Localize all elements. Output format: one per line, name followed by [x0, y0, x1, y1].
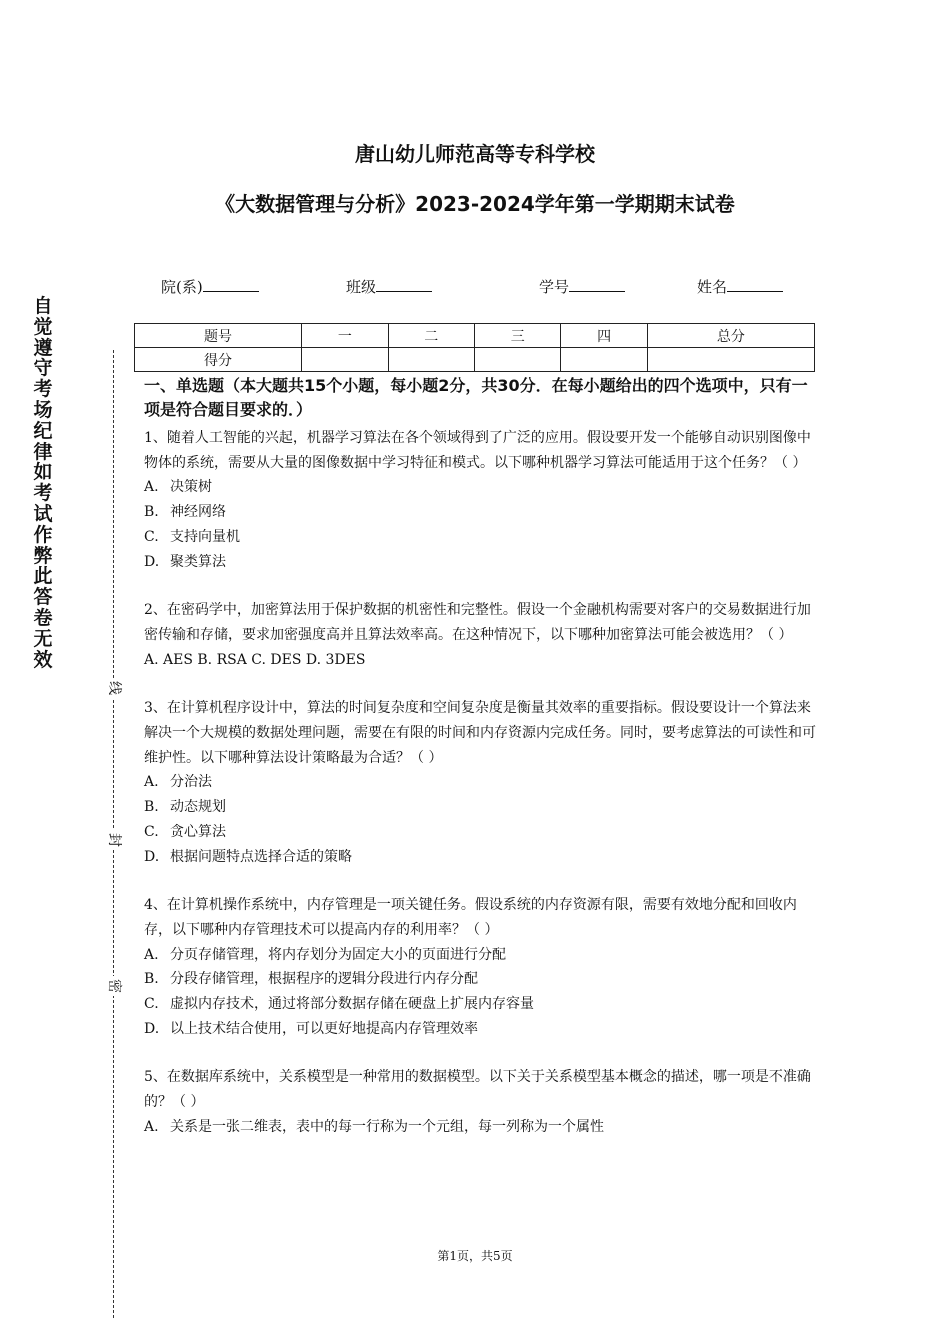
- score-table-row-header: 题号: [135, 324, 302, 348]
- class-label: 班级: [346, 278, 377, 296]
- score-table: [134, 323, 815, 372]
- name-blank: [727, 277, 783, 292]
- question-stem: 2、在密码学中，加密算法用于保护数据的机密性和完整性。假设一个金融机构需要对客户的交易数据进行加密传输和存储，要求加密强度高并且算法效率高。在这种情况下，以下哪种加密算法可能会被选用？（ ）: [144, 602, 811, 643]
- department-label: 院(系): [161, 278, 203, 296]
- student-id-blank: [569, 277, 625, 292]
- option-d: D. 聚类算法: [144, 553, 226, 570]
- student-id-field: [539, 276, 625, 297]
- question-stem: 1、随着人工智能的兴起，机器学习算法在各个领域得到了广泛的应用。假设要开发一个能够自动识别图像中物体的系统，需要从大量的图像数据中学习特征和模式。以下哪种机器学习算法可能适用于这个任务？（ ）: [144, 430, 811, 471]
- score-table-score-row: [135, 348, 815, 372]
- question-stem: 5、在数据库系统中，关系模型是一种常用的数据模型。以下关于关系模型基本概念的描述，哪一项是不准确的？（ ）: [144, 1069, 811, 1111]
- exam-discipline-note: 自觉遵守考场纪律如考试作弊此答卷无效: [33, 295, 53, 671]
- question-5: [144, 1065, 816, 1139]
- score-cell: [647, 348, 814, 372]
- option-a: A. 关系是一张二维表，表中的每一行称为一个元组，每一列称为一个属性: [144, 1118, 604, 1135]
- question-2: [144, 598, 816, 672]
- question-3: [144, 696, 816, 869]
- department-blank: [203, 277, 259, 292]
- cut-label-seal: 封: [104, 830, 124, 850]
- department-field: [161, 276, 259, 297]
- cut-label-secret: 密: [104, 976, 124, 996]
- score-cell: [302, 348, 388, 372]
- option-c: C. 支持向量机: [144, 528, 240, 545]
- option-b: B. 分段存储管理，根据程序的逻辑分段进行内存分配: [144, 971, 478, 988]
- option-c: C. 贪心算法: [144, 823, 226, 840]
- score-table-col: 四: [561, 324, 647, 348]
- question-stem: 4、在计算机操作系统中，内存管理是一项关键任务。假设系统的内存资源有限，需要有效地分配和回收内存，以下哪种内存管理技术可以提高内存的利用率？（ ）: [144, 897, 797, 938]
- score-table-col: 三: [474, 324, 560, 348]
- class-field: [346, 276, 432, 297]
- name-field: [697, 276, 783, 297]
- option-b: B. 动态规划: [144, 799, 226, 816]
- page-footer: 第1页，共5页: [437, 1249, 513, 1263]
- cut-label-line: 线: [104, 678, 124, 698]
- option-a: A. 分治法: [144, 774, 212, 791]
- question-1: [144, 426, 816, 574]
- options-inline: A. AES B. RSA C. DES D. 3DES: [144, 651, 366, 668]
- student-id-label: 学号: [539, 278, 570, 296]
- score-cell: [388, 348, 474, 372]
- score-table-header-row: [135, 324, 815, 348]
- class-blank: [376, 277, 432, 292]
- option-d: D. 根据问题特点选择合适的策略: [144, 848, 352, 865]
- score-table-row-header: 得分: [135, 348, 302, 372]
- question-4: [144, 893, 816, 1041]
- school-name: 唐山幼儿师范高等专科学校: [355, 142, 595, 166]
- score-cell: [474, 348, 560, 372]
- option-b: B. 神经网络: [144, 504, 226, 521]
- option-d: D. 以上技术结合使用，可以更好地提高内存管理效率: [144, 1020, 478, 1037]
- question-stem: 3、在计算机程序设计中，算法的时间复杂度和空间复杂度是衡量其效率的重要指标。假设要设计一个算法来解决一个大规模的数据处理问题，需要在有限的时间和内存资源内完成任务。同时，要考虑算法的可读性和可维护性。以下哪种算法设计策略最为合适？（ ）: [144, 700, 816, 766]
- section-heading: 一、单选题（本大题共15个小题，每小题2分，共30分．在每小题给出的四个选项中，只有一项是符合题目要求的．）: [144, 376, 808, 419]
- score-table-col: 二: [388, 324, 474, 348]
- score-cell: [561, 348, 647, 372]
- name-label: 姓名: [697, 278, 728, 296]
- score-table-col: 总分: [647, 324, 814, 348]
- option-a: A. 分页存储管理，将内存划分为固定大小的页面进行分配: [144, 946, 506, 963]
- exam-content: [144, 374, 816, 1164]
- exam-title: 《大数据管理与分析》2023-2024学年第一学期期末试卷: [215, 192, 735, 216]
- score-table-col: 一: [302, 324, 388, 348]
- option-c: C. 虚拟内存技术，通过将部分数据存储在硬盘上扩展内存容量: [144, 996, 534, 1013]
- option-a: A. 决策树: [144, 479, 212, 496]
